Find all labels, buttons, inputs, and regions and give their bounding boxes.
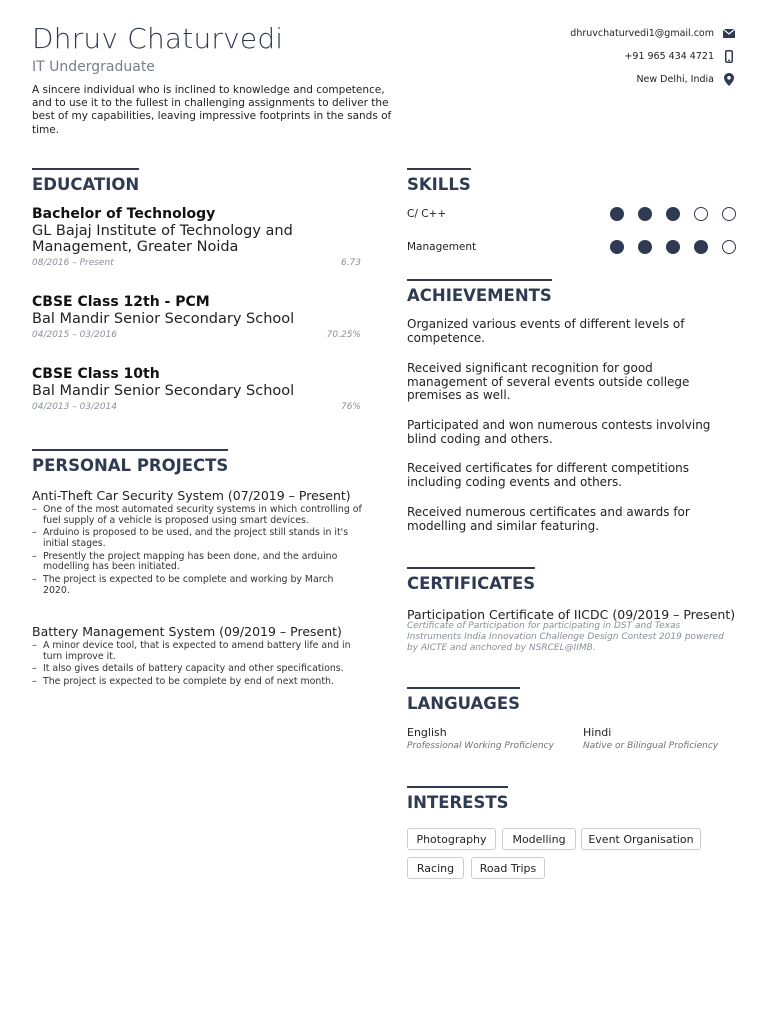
project-bullet: – It also gives details of battery capacity and other specifications. bbox=[32, 664, 362, 675]
languages-heading: LANGUAGES bbox=[407, 687, 520, 715]
project-bullet: – Presently the project mapping has been done, and the arduino modelling has been initiated. bbox=[32, 552, 362, 573]
project-item bbox=[32, 624, 362, 690]
project-bullets bbox=[32, 641, 362, 688]
projects-heading: PERSONAL PROJECTS bbox=[32, 449, 228, 477]
contact-phone-text[interactable]: +91 965 434 4721 bbox=[624, 50, 714, 62]
project-bullet: – The project is expected to be complete and working by March 2020. bbox=[32, 575, 362, 596]
education-dates: 04/2013 – 03/2014 bbox=[32, 402, 117, 412]
skill-dot-filled bbox=[638, 207, 652, 221]
achievement-item: Participated and won numerous contests involving blind coding and others. bbox=[407, 418, 711, 446]
certificates-heading: CERTIFICATES bbox=[407, 567, 535, 595]
project-bullet: – Arduino is proposed to be used, and the project still stands in it's initial stages. bbox=[32, 528, 362, 549]
education-meta bbox=[32, 330, 361, 340]
education-score: 6.73 bbox=[340, 258, 361, 268]
project-item bbox=[32, 488, 362, 599]
resume-summary: A sincere individual who is inclined to knowledge and competence, and to use it to the fullest in challenging assignments to deliver the best of my capabilities, leaving impressive footprints in the sands of time. bbox=[32, 84, 392, 136]
education-meta bbox=[32, 402, 361, 412]
language-name: English bbox=[407, 726, 447, 739]
education-dates: 08/2016 – Present bbox=[32, 258, 114, 268]
resume-name: Dhruv Chaturvedi bbox=[32, 22, 284, 55]
achievements-heading: ACHIEVEMENTS bbox=[407, 279, 552, 307]
contact-email-text[interactable]: dhruvchaturvedi1@gmail.com bbox=[570, 27, 714, 39]
contact-location-text: New Delhi, India bbox=[636, 73, 714, 85]
skill-rating bbox=[596, 240, 736, 254]
project-title: Anti-Theft Car Security System (07/2019 – Present) bbox=[32, 488, 351, 503]
skill-dot-filled bbox=[666, 207, 680, 221]
skill-dot-filled bbox=[666, 240, 680, 254]
project-bullet: – A minor device tool, that is expected to amend battery life and in turn improve it. bbox=[32, 641, 362, 662]
education-score: 70.25% bbox=[326, 330, 361, 340]
achievement-item: Received significant recognition for good management of several events outside college premises as well. bbox=[407, 361, 690, 402]
education-dates: 04/2015 – 03/2016 bbox=[32, 330, 117, 340]
skill-dot-empty bbox=[694, 207, 708, 221]
contact-phone[interactable] bbox=[476, 49, 736, 63]
education-item bbox=[32, 294, 361, 340]
skill-rating bbox=[596, 207, 736, 221]
achievement-item: Received certificates for different competitions including coding events and others. bbox=[407, 461, 690, 489]
language-level: Native or Bilingual Proficiency bbox=[583, 741, 719, 751]
skill-dot-empty bbox=[722, 207, 736, 221]
mobile-phone-icon bbox=[722, 49, 736, 63]
education-institution: Bal Mandir Senior Secondary School bbox=[32, 383, 295, 399]
project-title: Battery Management System (09/2019 – Present) bbox=[32, 624, 342, 639]
interests-heading: INTERESTS bbox=[407, 786, 508, 814]
education-item bbox=[32, 366, 361, 412]
skill-row bbox=[407, 239, 736, 255]
skill-dot-filled bbox=[694, 240, 708, 254]
education-item bbox=[32, 206, 361, 268]
education-meta bbox=[32, 258, 361, 268]
project-bullets bbox=[32, 505, 362, 596]
language-item bbox=[583, 726, 718, 752]
language-item bbox=[407, 726, 554, 752]
interest-tag: Event Organisation bbox=[581, 828, 701, 850]
map-pin-icon bbox=[722, 72, 736, 86]
education-degree: Bachelor of Technology bbox=[32, 206, 216, 222]
envelope-icon bbox=[722, 26, 736, 40]
interest-tag: Road Trips bbox=[471, 857, 545, 879]
skills-heading: SKILLS bbox=[407, 168, 471, 196]
skill-row bbox=[407, 206, 736, 222]
skill-name: C/ C++ bbox=[407, 208, 447, 220]
skill-dot-empty bbox=[722, 240, 736, 254]
contact-location bbox=[476, 72, 736, 86]
education-score: 76% bbox=[340, 402, 361, 412]
resume-subtitle: IT Undergraduate bbox=[32, 59, 155, 75]
interest-tag: Racing bbox=[407, 857, 464, 879]
education-heading: EDUCATION bbox=[32, 168, 139, 196]
language-level: Professional Working Proficiency bbox=[407, 741, 554, 751]
project-bullet: – One of the most automated security systems in which controlling of fuel supply of a vehicle is proposed using smart devices. bbox=[32, 505, 362, 526]
skill-dot-filled bbox=[610, 240, 624, 254]
skill-name: Management bbox=[407, 241, 477, 253]
project-bullet: – The project is expected to be complete by end of next month. bbox=[32, 677, 362, 688]
education-institution: Bal Mandir Senior Secondary School bbox=[32, 311, 295, 327]
achievement-item: Organized various events of different levels of competence. bbox=[407, 317, 685, 345]
achievement-item: Received numerous certificates and awards for modelling and similar featuring. bbox=[407, 505, 690, 533]
skill-dot-filled bbox=[638, 240, 652, 254]
language-name: Hindi bbox=[583, 726, 612, 739]
certificate-title: Participation Certificate of IICDC (09/2019 – Present) bbox=[407, 607, 736, 622]
education-institution: GL Bajaj Institute of Technology and Management, Greater Noida bbox=[32, 223, 293, 255]
education-degree: CBSE Class 10th bbox=[32, 366, 160, 382]
contact-email[interactable] bbox=[476, 26, 736, 40]
interest-tag: Photography bbox=[407, 828, 496, 850]
skill-dot-filled bbox=[610, 207, 624, 221]
interest-tag: Modelling bbox=[502, 828, 576, 850]
certificate-description: Certificate of Participation for participating in DST and Texas Instruments India Innovation Challenge Design Contest 2019 powered by AICTE and anchored by NSRCEL@IIMB. bbox=[407, 621, 724, 653]
education-degree: CBSE Class 12th - PCM bbox=[32, 294, 210, 310]
